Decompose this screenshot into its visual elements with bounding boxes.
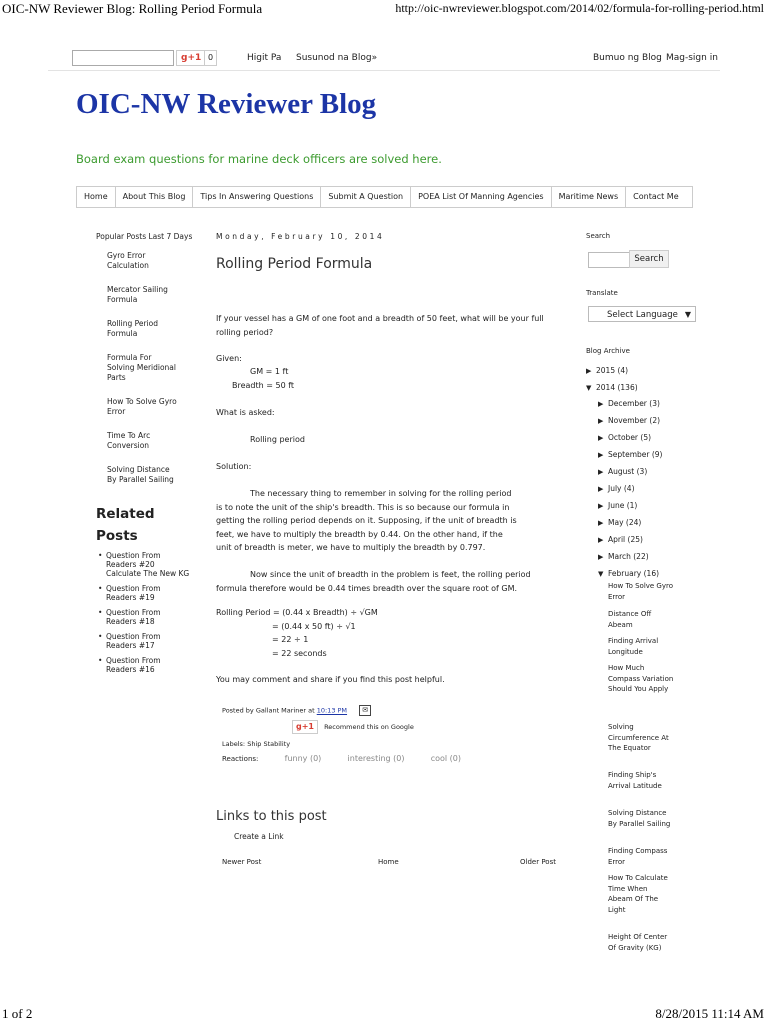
expand-triangle-icon[interactable]: ▶ [598, 417, 604, 425]
popular-post-link[interactable]: Time To Arc Conversion [107, 431, 151, 450]
translate-widget-title: Translate [586, 289, 618, 297]
archive-month[interactable] [598, 552, 649, 561]
tab-submit-question[interactable]: Submit A Question [321, 187, 411, 207]
post-question: If your vessel has a GM of one foot and a breadth of 50 feet, what will be your full rolling period? [216, 314, 544, 337]
gplus-button[interactable]: g+1 [176, 50, 206, 66]
search-input[interactable] [588, 252, 629, 268]
collapse-triangle-icon[interactable]: ▼ [598, 570, 604, 578]
archive-month-label[interactable]: August (3) [608, 467, 648, 476]
formula-line-4: = 22 seconds [272, 649, 327, 658]
archive-month[interactable] [598, 535, 643, 544]
email-post-icon[interactable]: ✉ [359, 705, 371, 716]
expand-triangle-icon[interactable]: ▶ [598, 485, 604, 493]
popular-post-link[interactable]: Gyro Error Calculation [107, 251, 149, 270]
archive-month-label[interactable]: November (2) [608, 416, 661, 425]
archive-month-label[interactable]: October (5) [608, 433, 652, 442]
archive-month[interactable] [598, 467, 647, 476]
post-title[interactable]: Rolling Period Formula [216, 256, 373, 272]
expand-triangle-icon[interactable]: ▶ [598, 451, 604, 459]
tab-tips[interactable]: Tips In Answering Questions [193, 187, 321, 207]
navbar-signin-link[interactable]: Mag-sign in [666, 53, 718, 63]
popular-post-link[interactable]: Formula For Solving Meridional Parts [107, 353, 176, 382]
expand-triangle-icon[interactable]: ▶ [586, 367, 592, 375]
archive-month[interactable] [598, 450, 662, 459]
search-button[interactable]: Search [629, 250, 669, 268]
create-link[interactable]: Create a Link [234, 832, 284, 841]
archive-month-label[interactable]: March (22) [608, 552, 649, 561]
related-post-link[interactable]: • Question From Readers #16 [96, 656, 190, 674]
post-reactions [222, 754, 461, 763]
labels-prefix: Labels: [222, 740, 246, 748]
expand-triangle-icon[interactable]: ▶ [598, 536, 604, 544]
formula-line-2: = (0.44 x 50 ft) ÷ √1 [272, 622, 356, 631]
archive-post-link[interactable]: How Much Compass Variation Should You Apply [608, 664, 674, 693]
related-post-link[interactable]: • Question From Readers #18 [96, 608, 190, 626]
popular-post-link[interactable]: Solving Distance By Parallel Sailing [107, 465, 174, 484]
recommend-gplus-button[interactable]: g+1 [292, 720, 318, 734]
tab-about[interactable]: About This Blog [116, 187, 194, 207]
archive-month[interactable] [598, 399, 660, 408]
post-main [216, 232, 564, 866]
archive-month-label[interactable]: February (16) [608, 569, 660, 578]
navbar-follow-link[interactable]: Susunod na Blog» [296, 53, 378, 63]
archive-month[interactable] [598, 518, 641, 527]
page-tabs [76, 186, 693, 208]
related-posts-title: Related Posts [96, 506, 155, 544]
reactions-label: Reactions: [222, 755, 259, 763]
archive-post-link[interactable]: How To Calculate Time When Abeam Of The Light [608, 874, 668, 914]
solution-paragraph-1-text: The necessary thing to remember in solving for the rolling period is to note the unit of the ship's breadth. This is so because our formula in getting the rolling period depends on it. Supposing, if the unit of breadth is feet, we have to multiply the breadth by 0.44. On the other hand, if the unit of breadth is meter, we have to multiply the breadth by 0.797. [216, 489, 517, 552]
solution-paragraph-1 [216, 487, 518, 555]
post-labels [222, 740, 290, 748]
archive-post-link[interactable]: Solving Distance By Parallel Sailing [608, 809, 671, 828]
blog-description: Board exam questions for marine deck officers are solved here. [76, 152, 442, 166]
tab-home[interactable]: Home [77, 187, 116, 207]
blogger-navbar [48, 44, 720, 71]
expand-triangle-icon[interactable]: ▶ [598, 400, 604, 408]
post-time-link[interactable]: 10:13 PM [316, 706, 348, 715]
related-post-link[interactable]: • Question From Readers #20 Calculate The New KG [96, 551, 190, 578]
archive-post-link[interactable]: Finding Compass Error [608, 847, 668, 866]
expand-triangle-icon[interactable]: ▶ [598, 502, 604, 510]
expand-triangle-icon[interactable]: ▶ [598, 434, 604, 442]
navbar-next-blog-link[interactable]: Higit Pa [247, 53, 282, 63]
gplus-count: 0 [204, 50, 217, 66]
print-header [0, 0, 768, 20]
tab-poea-list[interactable]: POEA List Of Manning Agencies [411, 187, 552, 207]
print-footer [0, 1004, 768, 1024]
posted-by-text: Posted by Gallant Mariner at [222, 706, 315, 715]
given-gm: GM = 1 ft [250, 367, 289, 376]
navbar-create-blog-link[interactable]: Bumuo ng Blog [593, 53, 662, 63]
left-sidebar [96, 232, 196, 499]
language-select[interactable] [588, 306, 696, 322]
archive-year-label[interactable]: 2014 (136) [596, 383, 638, 392]
archive-month[interactable] [598, 484, 635, 493]
post-byline [222, 705, 371, 716]
archive-month-label[interactable]: September (9) [608, 450, 663, 459]
language-select-value: Select Language [607, 310, 678, 320]
related-post-link[interactable]: • Question From Readers #19 [96, 584, 190, 602]
expand-triangle-icon[interactable]: ▶ [598, 468, 604, 476]
links-to-post-title: Links to this post [216, 809, 327, 824]
archive-month[interactable] [598, 433, 651, 442]
given-label: Given: [216, 354, 242, 363]
recommend-text: Recommend this on Google [324, 723, 414, 731]
popular-post-link[interactable]: Mercator Sailing Formula [107, 285, 168, 304]
related-post-link[interactable]: • Question From Readers #17 [96, 632, 190, 650]
archive-post-link[interactable]: How To Solve Gyro Error [608, 582, 674, 601]
archive-month[interactable] [598, 416, 660, 425]
related-posts-list [96, 551, 196, 674]
archive-month-label[interactable]: December (3) [608, 399, 660, 408]
related-posts [96, 503, 196, 680]
archive-month-label[interactable]: July (4) [608, 484, 635, 493]
recommend-row [292, 720, 414, 734]
archive-post-link[interactable]: Finding Arrival Longitude [608, 637, 659, 656]
popular-posts-title: Popular Posts Last 7 Days [96, 232, 193, 241]
expand-triangle-icon[interactable]: ▶ [598, 519, 604, 527]
reaction-cool[interactable]: cool (0) [430, 754, 461, 763]
navbar-search-input[interactable] [72, 50, 174, 66]
asked-value: Rolling period [250, 435, 305, 444]
formula-line-3: = 22 ÷ 1 [272, 635, 309, 644]
archive-post-link[interactable]: Height Of Center Of Gravity (KG) [608, 933, 668, 952]
archive-year-2015[interactable] [586, 366, 628, 375]
collapse-triangle-icon[interactable]: ▼ [586, 384, 592, 392]
archive-year-label[interactable]: 2015 (4) [596, 366, 629, 375]
print-datetime: 8/28/2015 11:14 AM [655, 1006, 764, 1021]
archive-post-link[interactable]: Distance Off Abeam [608, 610, 652, 629]
newer-post-link[interactable]: Newer Post [222, 858, 262, 866]
archive-post-link[interactable]: Solving Circumference At The Equator [608, 723, 669, 752]
print-page-url: http://oic-nwreviewer.blogspot.com/2014/02/formula-for-rolling-period.html [395, 1, 764, 15]
print-page-number: 1 of 2 [2, 1006, 33, 1021]
blog-title[interactable]: OIC-NW Reviewer Blog [76, 88, 377, 120]
popular-post-link[interactable]: Rolling Period Formula [107, 319, 158, 338]
archive-month-label[interactable]: April (25) [608, 535, 643, 544]
solution-paragraph-2 [216, 568, 552, 595]
print-page-title: OIC-NW Reviewer Blog: Rolling Period Formula [2, 1, 263, 16]
search-widget-title: Search [586, 232, 611, 240]
archive-month-label[interactable]: June (1) [608, 501, 638, 510]
tab-maritime-news[interactable]: Maritime News [552, 187, 627, 207]
archive-year-2014[interactable] [586, 383, 638, 392]
formula-line-1: Rolling Period = (0.44 x Breadth) ÷ √GM [216, 608, 378, 617]
given-breadth: Breadth = 50 ft [232, 381, 295, 390]
archive-month[interactable] [598, 569, 659, 578]
archive-month[interactable] [598, 501, 637, 510]
older-post-link[interactable]: Older Post [520, 858, 556, 866]
caret-down-icon: ▼ [684, 310, 691, 319]
solution-paragraph-2-text: Now since the unit of breadth in the problem is feet, the rolling period formula therefore would be 0.44 times breadth over the square root of GM. [216, 570, 531, 593]
label-link[interactable]: Ship Stability [247, 740, 291, 748]
solution-label: Solution: [216, 462, 252, 471]
blog-archive-title: Blog Archive [586, 347, 630, 355]
reaction-funny[interactable]: funny (0) [284, 754, 322, 763]
post-date: Monday, February 10, 2014 [216, 232, 385, 241]
expand-triangle-icon[interactable]: ▶ [598, 553, 604, 561]
post-closing: You may comment and share if you find this post helpful. [216, 675, 445, 684]
asked-label: What is asked: [216, 408, 275, 417]
popular-post-link[interactable]: How To Solve Gyro Error [107, 397, 177, 416]
archive-month-label[interactable]: May (24) [608, 518, 642, 527]
home-link[interactable]: Home [378, 858, 399, 866]
archive-post-link[interactable]: Finding Ship's Arrival Latitude [608, 771, 662, 790]
tab-contact[interactable]: Contact Me [633, 192, 679, 201]
reaction-interesting[interactable]: interesting (0) [347, 754, 405, 763]
